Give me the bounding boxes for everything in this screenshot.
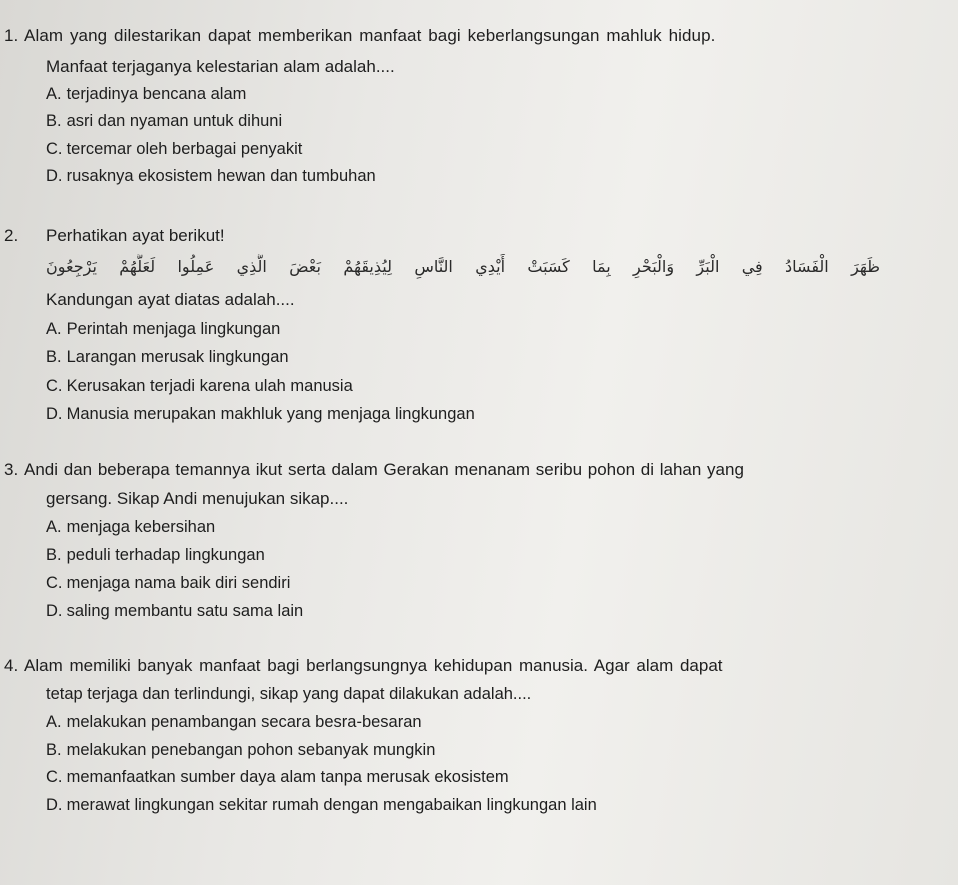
question-number: 2. xyxy=(4,226,19,245)
option-text: tercemar oleh berbagai penyakit xyxy=(66,140,303,158)
option-c xyxy=(46,376,353,396)
option-b xyxy=(46,545,265,565)
option-letter: C. xyxy=(46,140,63,158)
option-letter: D. xyxy=(46,167,63,185)
question-text-line: Perhatikan ayat berikut! xyxy=(46,226,225,245)
option-a xyxy=(46,319,280,339)
question-number: 1. xyxy=(4,26,19,45)
option-text: saling membantu satu sama lain xyxy=(66,602,304,620)
option-text: Manusia merupakan makhluk yang menjaga lingkungan xyxy=(66,405,475,423)
option-text: melakukan penambangan secara besra-besaran xyxy=(66,713,422,731)
question-text-line: Alam memiliki banyak manfaat bagi berlangsungnya kehidupan manusia. Agar alam dapat xyxy=(24,656,723,675)
option-text: asri dan nyaman untuk dihuni xyxy=(66,112,283,130)
option-a xyxy=(46,712,422,732)
question-prompt: Kandungan ayat diatas adalah.... xyxy=(46,290,295,309)
option-d xyxy=(46,404,475,424)
option-letter: B. xyxy=(46,546,62,564)
option-letter: D. xyxy=(46,405,63,423)
option-b xyxy=(46,347,289,367)
option-d xyxy=(46,166,376,186)
option-letter: A. xyxy=(46,713,62,731)
question-number: 4. xyxy=(4,656,19,675)
question-text-line: Manfaat terjaganya kelestarian alam adalah.... xyxy=(46,57,395,76)
option-text: rusaknya ekosistem hewan dan tumbuhan xyxy=(66,167,376,185)
option-text: Kerusakan terjadi karena ulah manusia xyxy=(66,377,353,395)
option-letter: D. xyxy=(46,602,63,620)
option-text: menjaga kebersihan xyxy=(66,518,216,536)
option-text: Perintah menjaga lingkungan xyxy=(66,320,281,338)
option-letter: A. xyxy=(46,320,62,338)
question-text-line: Andi dan beberapa temannya ikut serta dalam Gerakan menanam seribu pohon di lahan yang xyxy=(24,460,744,479)
option-letter: C. xyxy=(46,768,63,786)
quran-verse: ظَهَرَ الْفَسَادُ فِي الْبَرِّ وَالْبَحْرِ بِمَا كَسَبَتْ أَيْدِي النَّاسِ لِيُذِيقَهُمْ بَعْضَ الَّذِي عَمِلُوا لَعَلَّهُمْ يَرْجِعُونَ xyxy=(46,257,880,276)
option-c xyxy=(46,767,509,787)
option-text: peduli terhadap lingkungan xyxy=(66,546,265,564)
option-c xyxy=(46,139,302,159)
option-letter: B. xyxy=(46,348,62,366)
question-text-line: gersang. Sikap Andi menujukan sikap.... xyxy=(46,489,349,508)
option-d xyxy=(46,795,597,815)
option-text: melakukan penebangan pohon sebanyak mungkin xyxy=(66,741,436,759)
option-letter: B. xyxy=(46,112,62,130)
option-letter: C. xyxy=(46,574,63,592)
option-a xyxy=(46,517,215,537)
option-letter: A. xyxy=(46,518,62,536)
question-text-line: Alam yang dilestarikan dapat memberikan manfaat bagi keberlangsungan mahluk hidup. xyxy=(24,26,716,45)
option-text: terjadinya bencana alam xyxy=(66,85,247,103)
option-text: merawat lingkungan sekitar rumah dengan mengabaikan lingkungan lain xyxy=(66,796,597,814)
option-text: Larangan merusak lingkungan xyxy=(66,348,289,366)
question-text-line: tetap terjaga dan terlindungi, sikap yang dapat dilakukan adalah.... xyxy=(46,685,532,703)
option-text: menjaga nama baik diri sendiri xyxy=(66,574,291,592)
option-c xyxy=(46,573,290,593)
option-d xyxy=(46,601,303,621)
option-b xyxy=(46,111,282,131)
option-letter: C. xyxy=(46,377,63,395)
option-letter: B. xyxy=(46,741,62,759)
option-letter: D. xyxy=(46,796,63,814)
option-b xyxy=(46,740,435,760)
option-a xyxy=(46,84,246,104)
question-number: 3. xyxy=(4,460,19,479)
option-text: memanfaatkan sumber daya alam tanpa merusak ekosistem xyxy=(66,768,509,786)
option-letter: A. xyxy=(46,85,62,103)
